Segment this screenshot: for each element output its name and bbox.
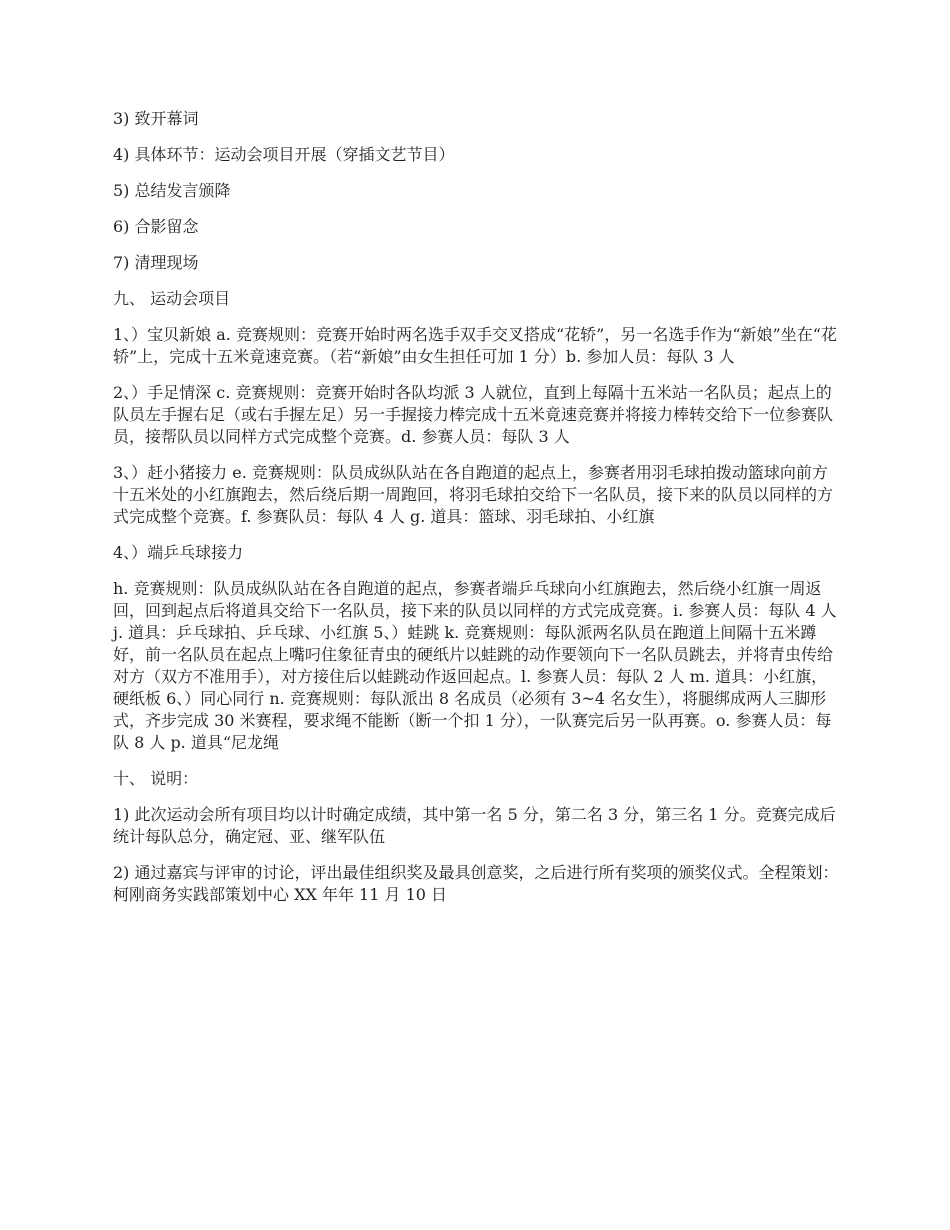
- paragraph-event-pingpong-details: h. 竞赛规则：队员成纵队站在各自跑道的起点，参赛者端乒乓球向小红旗跑去，然后绕小红旗一周返回，回到起点后将道具交给下一名队员，接下来的队员以同样的方式完成竞赛。i. 参赛人员：每队 4 人 j. 道具：乒乓球拍、乒乓球、小红旗 5、）蛙跳 k. 竞赛规则：每队派两名队员在跑道上间隔十五米蹲好，前一名队员在起点上嘴叼住象征青虫的硬纸片以蛙跳的动作要领向下一名队员跳去，并将青虫传给对方（双方不准用手），对方接住后以蛙跳动作返回起点。l. 参赛人员：每队 2 人 m. 道具：小红旗，硬纸板 6、）同心同行 n. 竞赛规则：每队派出 8 名成员（必须有 3~4 名女生），将腿绑成两人三脚形式，齐步完成 30 米赛程，要求绳不能断（断一个扣 1 分），一队赛完后另一队再赛。o. 参赛人员：每队 8 人 p. 道具“尼龙绳: [113, 579, 837, 752]
- section-heading-notes: 十、 说明：: [113, 769, 199, 788]
- paragraph-summary-speech: 5) 总结发言颁降: [113, 181, 231, 200]
- document-page: [113, 108, 841, 920]
- paragraph-event-piglet-relay: 3、）赶小猪接力 e. 竞赛规则：队员成纵队站在各自跑道的起点上，参赛者用羽毛球拍拨动篮球向前方十五米处的小红旗跑去，然后绕后期一周跑回，将羽毛球拍交给下一名队员，接下来的队员以同样的方式完成整个竞赛。f. 参赛队员：每队 4 人 g. 道具：篮球、羽毛球拍、小红旗: [113, 463, 834, 526]
- section-heading-events: 九、 运动会项目: [113, 289, 231, 308]
- paragraph-event-hand-foot: 2、）手足情深 c. 竞赛规则：竞赛开始时各队均派 3 人就位，直到上每隔十五米站一名队员；起点上的队员左手握右足（或右手握左足）另一手握接力棒完成十五米竟速竞赛并将接力棒转交给下一位参赛队员，接帮队员以同样方式完成整个竞赛。d. 参赛人员：每队 3 人: [113, 383, 834, 446]
- paragraph-program-activities: 4) 具体环节：运动会项目开展（穿插文艺节目）: [113, 145, 455, 164]
- paragraph-event-bride: 1、）宝贝新娘 a. 竞赛规则：竞赛开始时两名选手双手交叉搭成“花轿”，另一名选手作为“新娘”坐在“花轿”上，完成十五米竟速竞赛。（若“新娘”由女生担任可加 1 分）b. 参加人员：每队 3 人: [113, 325, 837, 366]
- paragraph-opening-speech: 3) 致开幕词: [113, 109, 199, 128]
- paragraph-scoring-note: 1) 此次运动会所有项目均以计时确定成绩，其中第一名 5 分，第二名 3 分，第三名 1 分。竞赛完成后统计每队总分，确定冠、亚、继军队伍: [113, 805, 836, 846]
- paragraph-group-photo: 6) 合影留念: [113, 217, 199, 236]
- paragraph-event-pingpong-title: 4、）端乒乓球接力: [113, 543, 244, 562]
- paragraph-awards-note: 2) 通过嘉宾与评审的讨论，评出最佳组织奖及最具创意奖，之后进行所有奖项的颁奖仪式。全程策划：柯刚商务实践部策划中心 XX 年年 11 月 10 日: [113, 863, 839, 904]
- paragraph-cleanup: 7) 清理现场: [113, 253, 199, 272]
